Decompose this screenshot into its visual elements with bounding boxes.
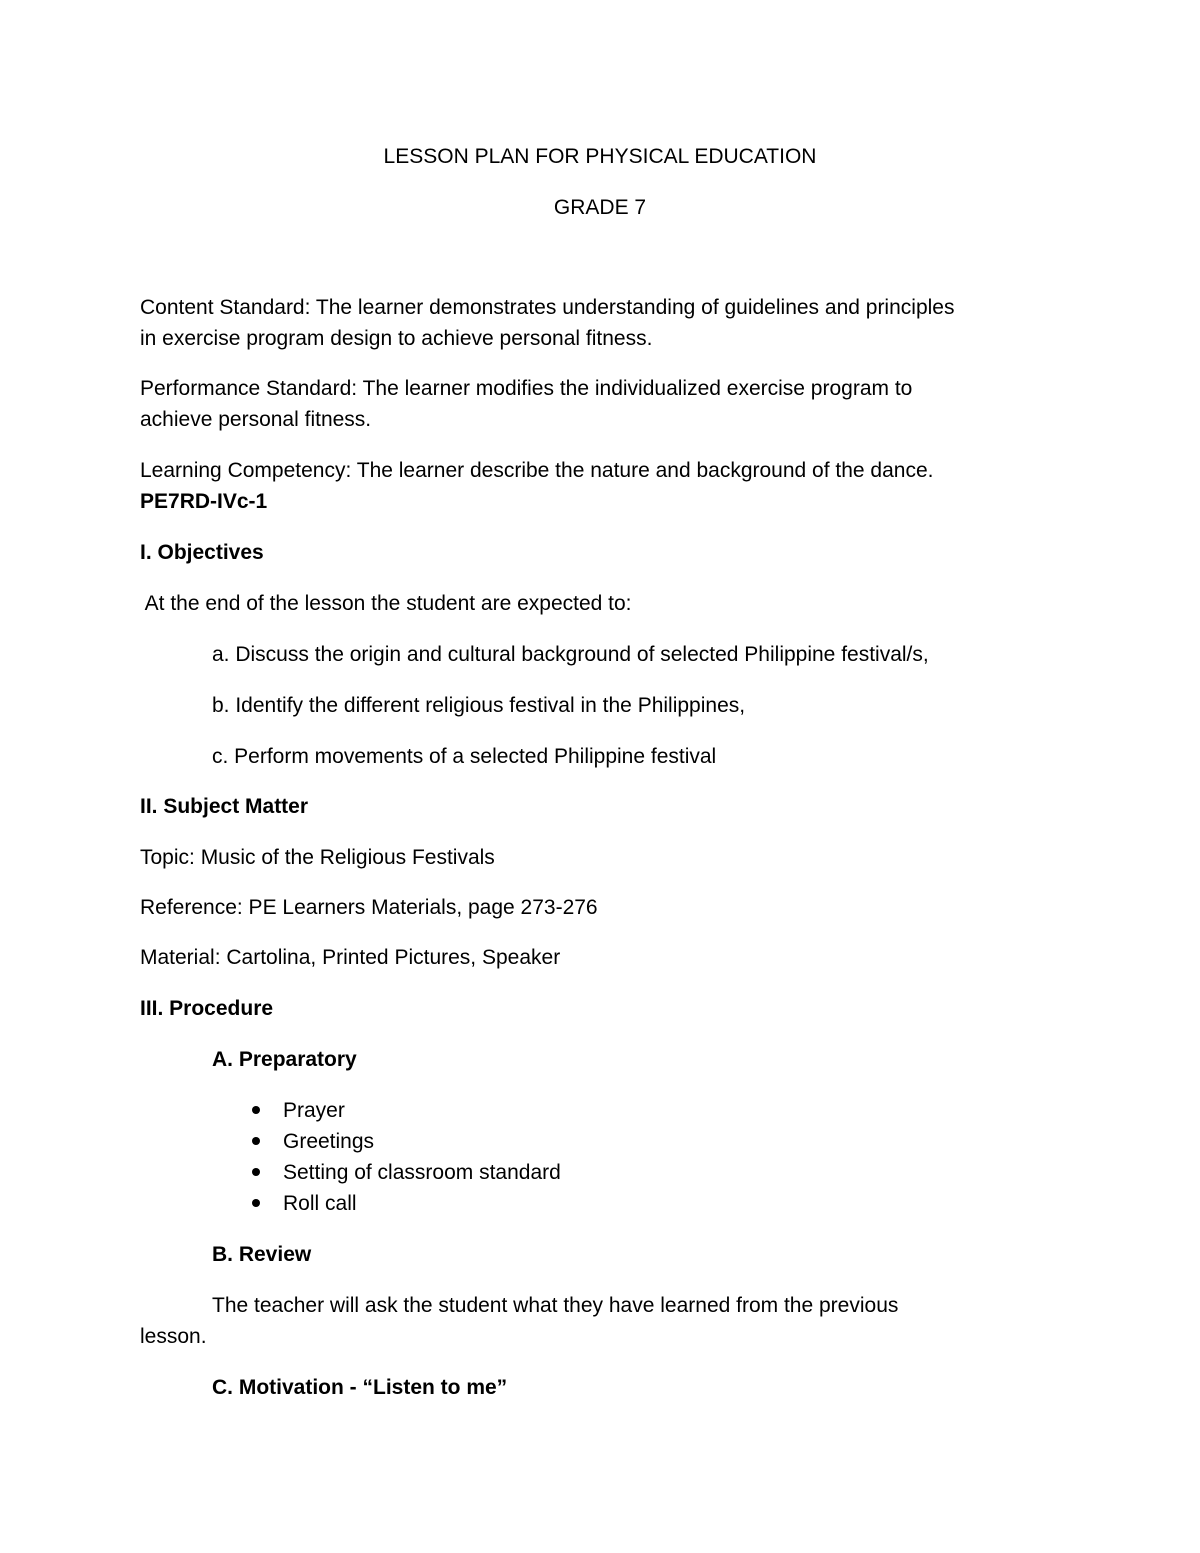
preparatory-list	[250, 1095, 561, 1219]
content-standard-line2: in exercise program design to achieve personal fitness.	[140, 327, 653, 350]
content-standard-line1: Content Standard: The learner demonstrates understanding of guidelines and principles	[140, 296, 955, 319]
subject-matter-heading: II. Subject Matter	[140, 795, 309, 818]
reference-line: Reference: PE Learners Materials, page 273-276	[140, 896, 598, 919]
review-heading: B. Review	[212, 1243, 312, 1266]
topic-line: Topic: Music of the Religious Festivals	[140, 846, 495, 869]
material-line: Material: Cartolina, Printed Pictures, Speaker	[140, 946, 561, 969]
list-item: Prayer	[250, 1095, 561, 1126]
performance-standard-line1: Performance Standard: The learner modifies the individualized exercise program to	[140, 377, 913, 400]
competency-code: PE7RD-IVc-1	[140, 490, 268, 513]
list-item: Setting of classroom standard	[250, 1157, 561, 1188]
procedure-heading: III. Procedure	[140, 997, 274, 1020]
objectives-heading: I. Objectives	[140, 541, 264, 564]
grade-level: GRADE 7	[553, 196, 647, 219]
objective-item: a. Discuss the origin and cultural background of selected Philippine festival/s,	[212, 643, 929, 666]
preparatory-heading: A. Preparatory	[212, 1048, 357, 1071]
motivation-heading: C. Motivation - “Listen to me”	[212, 1376, 508, 1399]
performance-standard-line2: achieve personal fitness.	[140, 408, 372, 431]
objective-item: c. Perform movements of a selected Philippine festival	[212, 745, 717, 768]
list-item: Greetings	[250, 1126, 561, 1157]
list-item: Roll call	[250, 1188, 561, 1219]
document-title: LESSON PLAN FOR PHYSICAL EDUCATION	[383, 145, 817, 168]
review-line2: lesson.	[140, 1325, 207, 1348]
learning-competency: Learning Competency: The learner describe the nature and background of the dance.	[140, 459, 934, 482]
review-line1: The teacher will ask the student what they have learned from the previous	[212, 1294, 899, 1317]
objective-item: b. Identify the different religious festival in the Philippines,	[212, 694, 746, 717]
objectives-intro: At the end of the lesson the student are expected to:	[140, 592, 632, 615]
